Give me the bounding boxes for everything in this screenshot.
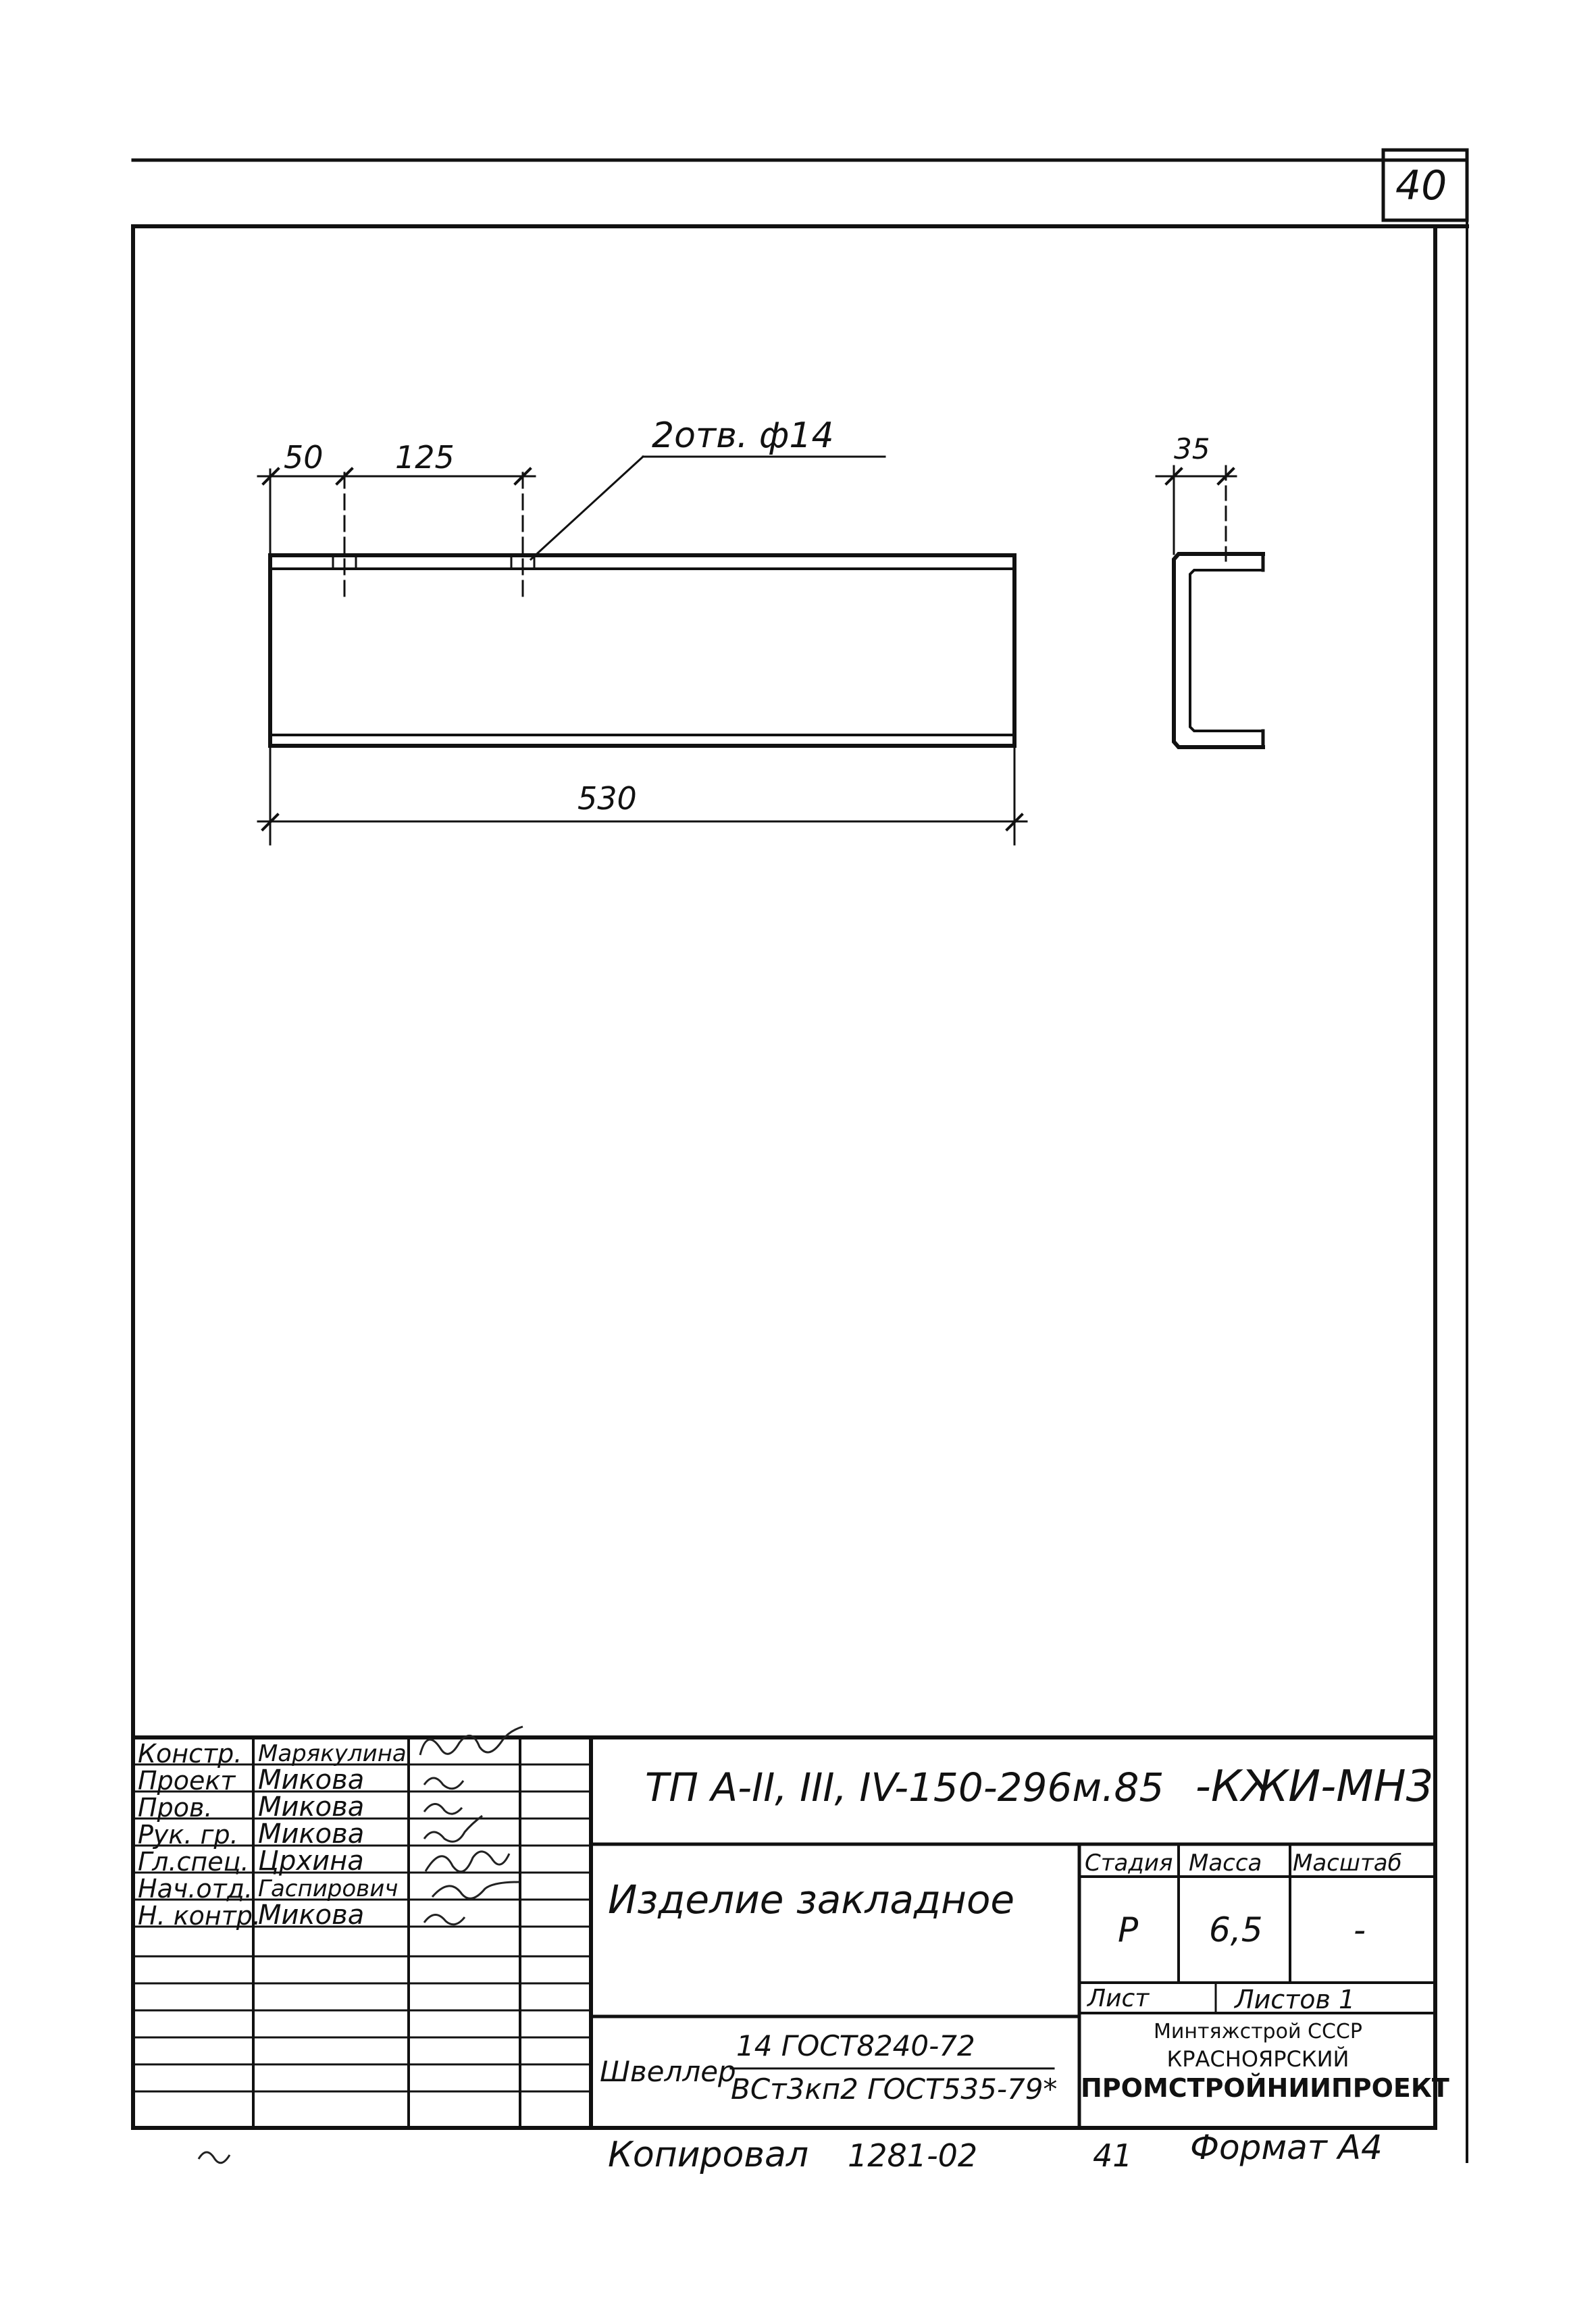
role-label: Проект: [138, 1766, 236, 1796]
item-name: Изделие закладное: [608, 1877, 1015, 1923]
paper-format: Формат А4: [1190, 2128, 1383, 2167]
person-name: Гаспирович: [258, 1875, 398, 1902]
mass-label: Масса: [1189, 1850, 1262, 1877]
organization-stamp: [1081, 2020, 1449, 2103]
org-ministry: Минтяжстрой СССР: [1154, 2020, 1362, 2043]
dim-35: 35: [1174, 432, 1210, 465]
dim-530: 530: [577, 780, 637, 817]
copy-number: 1281-02: [848, 2137, 978, 2174]
role-label: Гл.спец.: [138, 1847, 249, 1877]
document-code-main: ТП А-II, III, IV-150-296м.85: [645, 1764, 1164, 1810]
org-institute: ПРОМСТРОЙНИИПРОЕКТ: [1081, 2073, 1449, 2103]
role-label: Нач.отд.: [138, 1874, 253, 1904]
person-name: Микова: [258, 1900, 365, 1931]
mass-value: 6,5: [1209, 1910, 1263, 1950]
person-name: Микова: [258, 1819, 365, 1850]
person-name: Микова: [258, 1791, 365, 1823]
footer-page: 41: [1093, 2137, 1133, 2174]
org-city: КРАСНОЯРСКИЙ: [1166, 2046, 1349, 2072]
sheets-count: Листов 1: [1235, 1985, 1356, 2014]
stage-value: Р: [1118, 1910, 1139, 1950]
copied-label: Копировал: [608, 2135, 809, 2175]
role-label: Н. контр.: [138, 1901, 261, 1931]
material-steel: ВСт3кп2 ГОСТ535-79*: [731, 2073, 1058, 2106]
document-code: [645, 1762, 1433, 1812]
person-name: Микова: [258, 1764, 365, 1796]
material-profile: 14 ГОСТ8240-72: [736, 2029, 975, 2062]
person-name: Црхина: [258, 1846, 364, 1877]
stage-label: Стадия: [1085, 1850, 1173, 1877]
scale-label: Масштаб: [1293, 1850, 1402, 1877]
role-label: Пров.: [138, 1793, 213, 1823]
sheet-label: Лист: [1087, 1985, 1150, 2012]
dim-125: 125: [395, 439, 455, 476]
scale-value: -: [1354, 1910, 1366, 1950]
role-label: Рук. гр.: [138, 1820, 238, 1850]
material-prefix: Швеллер: [600, 2055, 736, 2088]
document-code-suffix: -КЖИ-МН3: [1195, 1762, 1434, 1812]
dim-50: 50: [284, 439, 324, 476]
holes-callout: 2отв. ф14: [652, 415, 834, 456]
person-name: Марякулина: [258, 1740, 407, 1767]
role-label: Констр.: [138, 1739, 242, 1769]
sheet-number: 40: [1395, 162, 1447, 209]
